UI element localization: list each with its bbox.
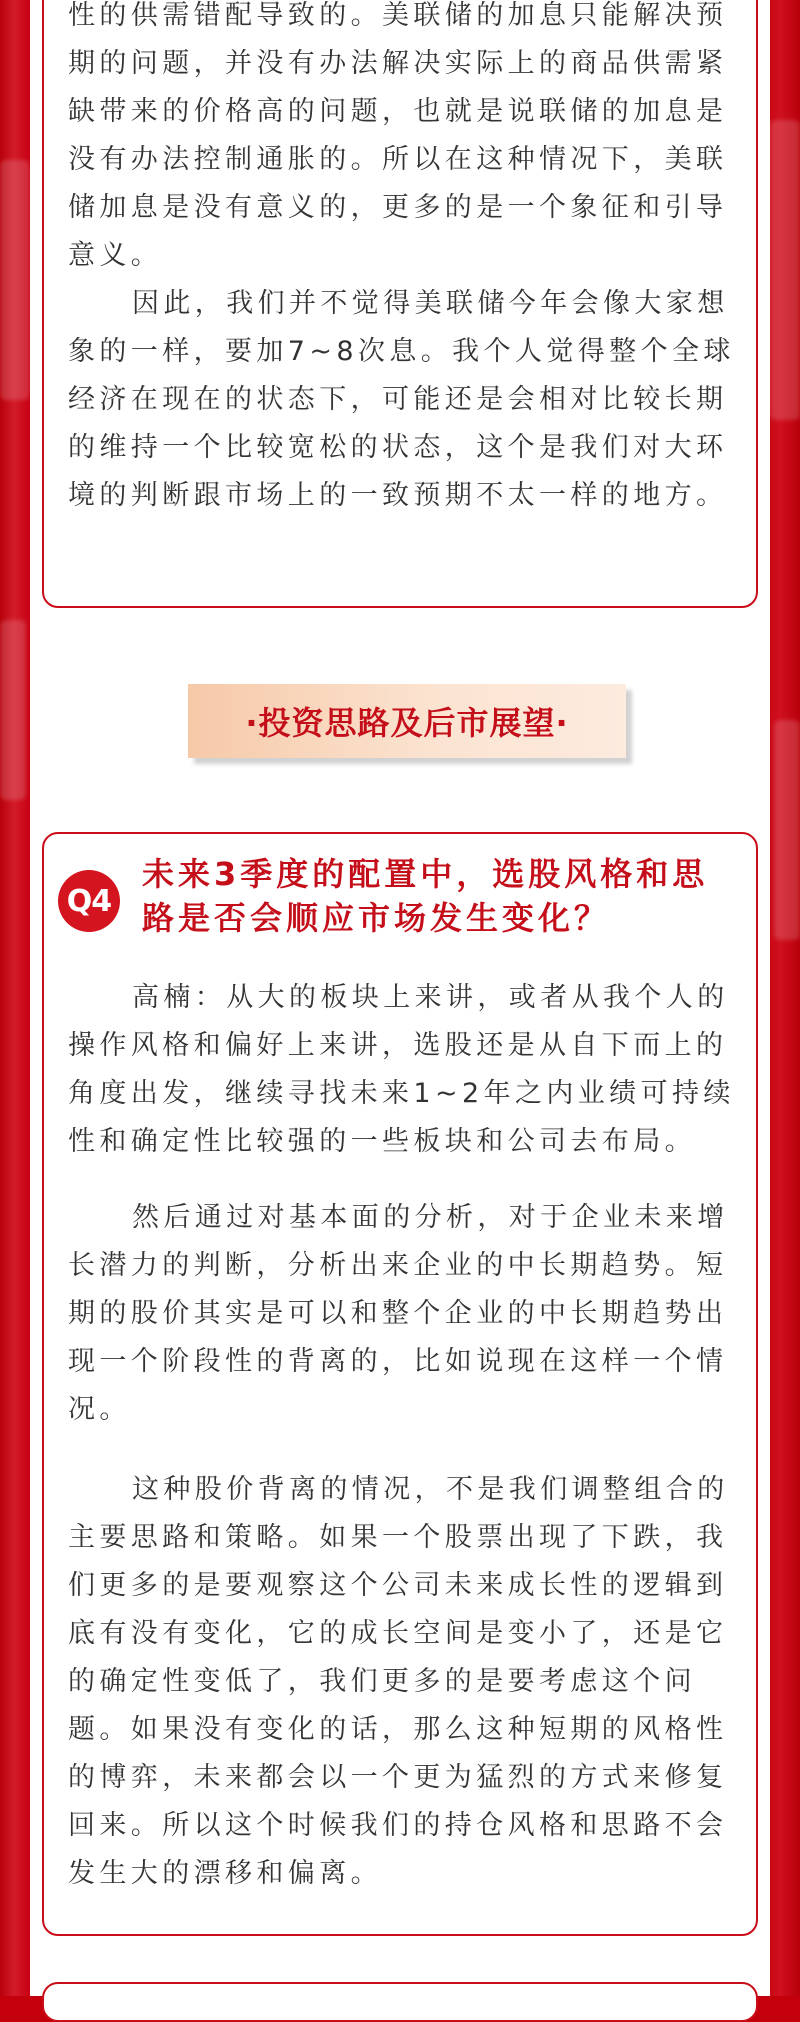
answer-paragraph: 这种股价背离的情况，不是我们调整组合的主要思路和策略。如果一个股票出现了下跌，我们更多的是要观察这个公司未来成长性的逻辑到底有没有变化，它的成长空间是变小了，还是它的确定性变低了，我们更多的是要考虑这个问题。如果没有变化的话，那么这种短期的风格性的博弈，未来都会以一个更为猛烈的方式来修复回来。所以这个时候我们的持仓风格和思路不会发生大的漂移和偏离。: [68, 1474, 729, 1889]
question-number-badge: Q4: [58, 870, 120, 932]
paragraph: 因此，我们并不觉得美联储今年会像大家想象的一样，要加7~8次息。我个人觉得整个全球经济在现在的状态下，可能还是会相对比较长期的维持一个比较宽松的状态，这个是我们对大环境的判断跟市场上的一致预期不太一样的地方。: [68, 288, 735, 511]
section-heading-banner: [188, 684, 626, 758]
answer-paragraph: 高楠：从大的板块上来讲，或者从我个人的操作风格和偏好上来讲，选股还是从自下而上的角度出发，继续寻找未来1~2年之内业绩可持续性和确定性比较强的一些板块和公司去布局。: [68, 982, 735, 1157]
answer-paragraph: 然后通过对基本面的分析，对于企业未来增长潜力的判断，分析出来企业的中长期趋势。短期的股价其实是可以和整个企业的中长期趋势出现一个阶段性的背离的，比如说现在这样一个情况。: [68, 1202, 729, 1425]
section-heading-text: ·投资思路及后市展望·: [245, 704, 569, 742]
background-decoration-right-2: [774, 720, 800, 940]
question-title: 未来3季度的配置中，选股风格和思路是否会顺应市场发生变化？: [142, 855, 709, 937]
background-decoration-left-1: [0, 160, 30, 400]
background-decoration-right-1: [770, 120, 800, 420]
qa-card-q4: [42, 832, 758, 1936]
background-decoration-left-2: [0, 620, 26, 800]
answer-card-previous: [42, 0, 758, 608]
paragraph: 性的供需错配导致的。美联储的加息只能解决预期的问题，并没有办法解决实际上的商品供需紧缺带来的价格高的问题，也就是说联储的加息是没有办法控制通胀的。所以在这种情况下，美联储加息是没有意义的，更多的是一个象征和引导意义。: [68, 0, 728, 271]
qa-card-next: [42, 1982, 758, 2022]
